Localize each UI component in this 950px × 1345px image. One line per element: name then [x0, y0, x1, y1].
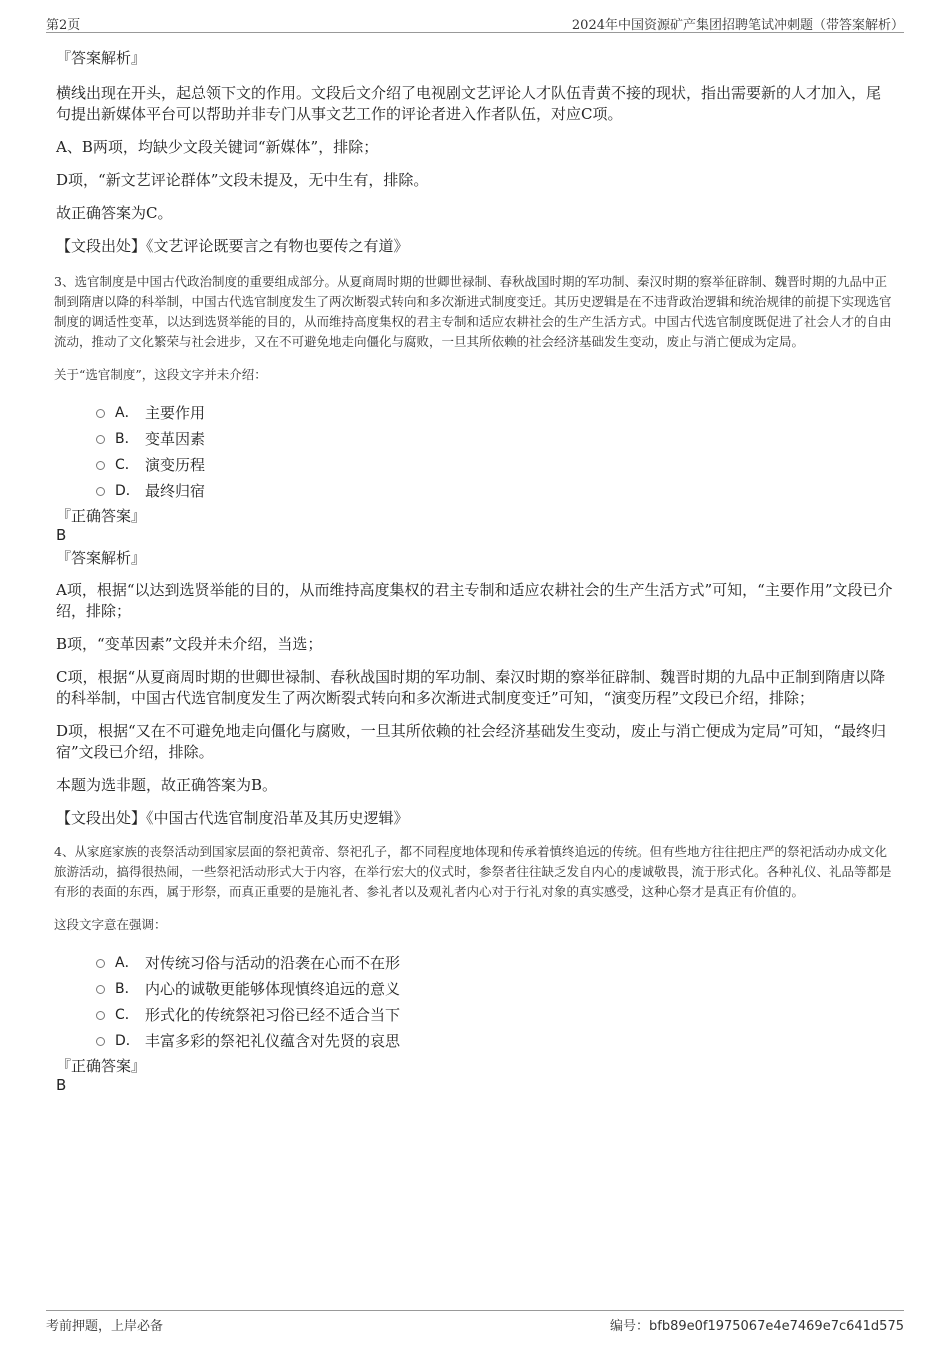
option-list [56, 950, 894, 1054]
option-letter: D． [115, 1033, 140, 1049]
analysis-paragraph: D项，“新文艺评论群体”文段未提及，无中生有，排除。 [56, 171, 429, 189]
correct-answer-label: 『正确答案』 [56, 507, 147, 525]
analysis-paragraph: A、B两项，均缺少文段关键词“新媒体”，排除； [56, 138, 379, 156]
source-citation: 【文段出处】《中国古代选官制度沿革及其历史逻辑》 [56, 809, 409, 827]
option-letter: A． [115, 955, 139, 971]
question-prompt: 关于“选官制度”，这段文字并未介绍： [54, 367, 267, 382]
document-code [610, 1315, 904, 1334]
analysis-paragraph: A项，根据“以达到选贤举能的目的，从而维持高度集权的君主专制和适应农耕社会的生产生活方式”可知，“主要作用”文段已介绍，排除； [56, 581, 893, 620]
option-text: 内心的诚敬更能够体现慎终追远的意义 [145, 980, 401, 998]
option-letter: B． [115, 981, 139, 997]
analysis-conclusion: 故正确答案为C。 [56, 204, 173, 222]
option-text: 形式化的传统祭祀习俗已经不适合当下 [145, 1006, 401, 1024]
source-citation: 【文段出处】《文艺评论既要言之有物也要传之有道》 [56, 237, 409, 255]
radio-button-icon[interactable] [96, 435, 105, 444]
question-stem: 3、选官制度是中国古代政治制度的重要组成部分。从夏商周时期的世卿世禄制、春秋战国时期的军功制、秦汉时期的察举征辟制、魏晋时期的九品中正制到隋唐以降的科举制，中国古代选官制度发生了两次断裂式转向和多次渐进式制度变迁。其历史逻辑是在不违背政治逻辑和统治规律的前提下实现选官制度的调适性变革，以达到选贤举能的目的，从而维持高度集权的君主专制和适应农耕社会的生产生活方式。中国古代选官制度既促进了社会人才的自由流动，推动了文化繁荣与社会进步，又在不可避免地走向僵化与腐败，一旦其所依赖的社会经济基础发生变动，废止与消亡便成为定局。 [54, 274, 892, 349]
radio-button-icon[interactable] [96, 985, 105, 994]
option-text: 主要作用 [145, 404, 206, 422]
page-header [46, 12, 904, 33]
option-c[interactable] [56, 1002, 894, 1028]
option-b[interactable] [56, 976, 894, 1002]
radio-button-icon[interactable] [96, 1037, 105, 1046]
option-d[interactable] [56, 478, 894, 504]
correct-answer: B [56, 1076, 67, 1094]
option-letter: C． [115, 457, 139, 473]
option-text: 对传统习俗与活动的沿袭在心而不在形 [145, 954, 401, 972]
option-letter: B． [115, 431, 139, 447]
option-d[interactable] [56, 1028, 894, 1054]
option-letter: A． [115, 405, 139, 421]
radio-button-icon[interactable] [96, 959, 105, 968]
footer-slogan: 考前押题，上岸必备 [46, 1319, 164, 1334]
analysis-paragraph: D项，根据“又在不可避免地走向僵化与腐败，一旦其所依赖的社会经济基础发生变动，废止与消亡便成为定局”可知，“最终归宿”文段已介绍，排除。 [56, 722, 887, 761]
page-footer [46, 1310, 904, 1333]
option-text: 最终归宿 [145, 482, 206, 500]
option-a[interactable] [56, 400, 894, 426]
document-code-value: bfb89e0f1975067e4e7469e7c641d575 [648, 1319, 904, 1334]
correct-answer: B [56, 526, 67, 544]
analysis-paragraph: 横线出现在开头，起总领下文的作用。文段后文介绍了电视剧文艺评论人才队伍青黄不接的现状，指出需要新的人才加入，尾句提出新媒体平台可以帮助并非专门从事文艺工作的评论者进入作者队伍，对应C项。 [56, 84, 882, 123]
analysis-paragraph: B项，“变革因素”文段并未介绍，当选； [56, 635, 323, 653]
page-content [56, 44, 894, 1094]
question-prompt: 这段文字意在强调： [54, 917, 167, 932]
option-text: 丰富多彩的祭祀礼仪蕴含对先贤的哀思 [145, 1032, 401, 1050]
radio-button-icon[interactable] [96, 1011, 105, 1020]
question-stem: 4、从家庭家族的丧祭活动到国家层面的祭祀黄帝、祭祀孔子，都不同程度地体现和传承着慎终追远的传统。但有些地方往往把庄严的祭祀活动办成文化旅游活动，搞得很热闹，一些祭祀活动形式大于内容，在举行宏大的仪式时，参祭者往往缺乏发自内心的虔诚敬畏，流于形式化。各种礼仪、礼品等都是有形的表面的东西，属于形祭，而真正重要的是施礼者、参礼者以及观礼者内心对于行礼对象的真实感受，这种心祭才是真正有价值的。 [54, 844, 892, 899]
option-letter: C． [115, 1007, 139, 1023]
option-c[interactable] [56, 452, 894, 478]
page-number: 第2页 [46, 18, 81, 33]
document-title: 2024年中国资源矿产集团招聘笔试冲刺题（带答案解析） [571, 18, 904, 33]
radio-button-icon[interactable] [96, 409, 105, 418]
radio-button-icon[interactable] [96, 487, 105, 496]
radio-button-icon[interactable] [96, 461, 105, 470]
correct-answer-label: 『正确答案』 [56, 1057, 147, 1075]
option-letter: D． [115, 483, 140, 499]
option-text: 演变历程 [145, 456, 206, 474]
analysis-label: 『答案解析』 [56, 49, 147, 67]
option-a[interactable] [56, 950, 894, 976]
analysis-label: 『答案解析』 [56, 549, 147, 567]
document-code-label: 编号： [609, 1319, 649, 1334]
analysis-conclusion: 本题为选非题，故正确答案为B。 [56, 776, 278, 794]
option-text: 变革因素 [145, 430, 206, 448]
analysis-paragraph: C项，根据“从夏商周时期的世卿世禄制、春秋战国时期的军功制、秦汉时期的察举征辟制、魏晋时期的九品中正制到隋唐以降的科举制，中国古代选官制度发生了两次断裂式转向和多次渐进式制度变迁”可知，“演变历程”文段已介绍，排除； [56, 668, 886, 707]
option-b[interactable] [56, 426, 894, 452]
option-list [56, 400, 894, 504]
